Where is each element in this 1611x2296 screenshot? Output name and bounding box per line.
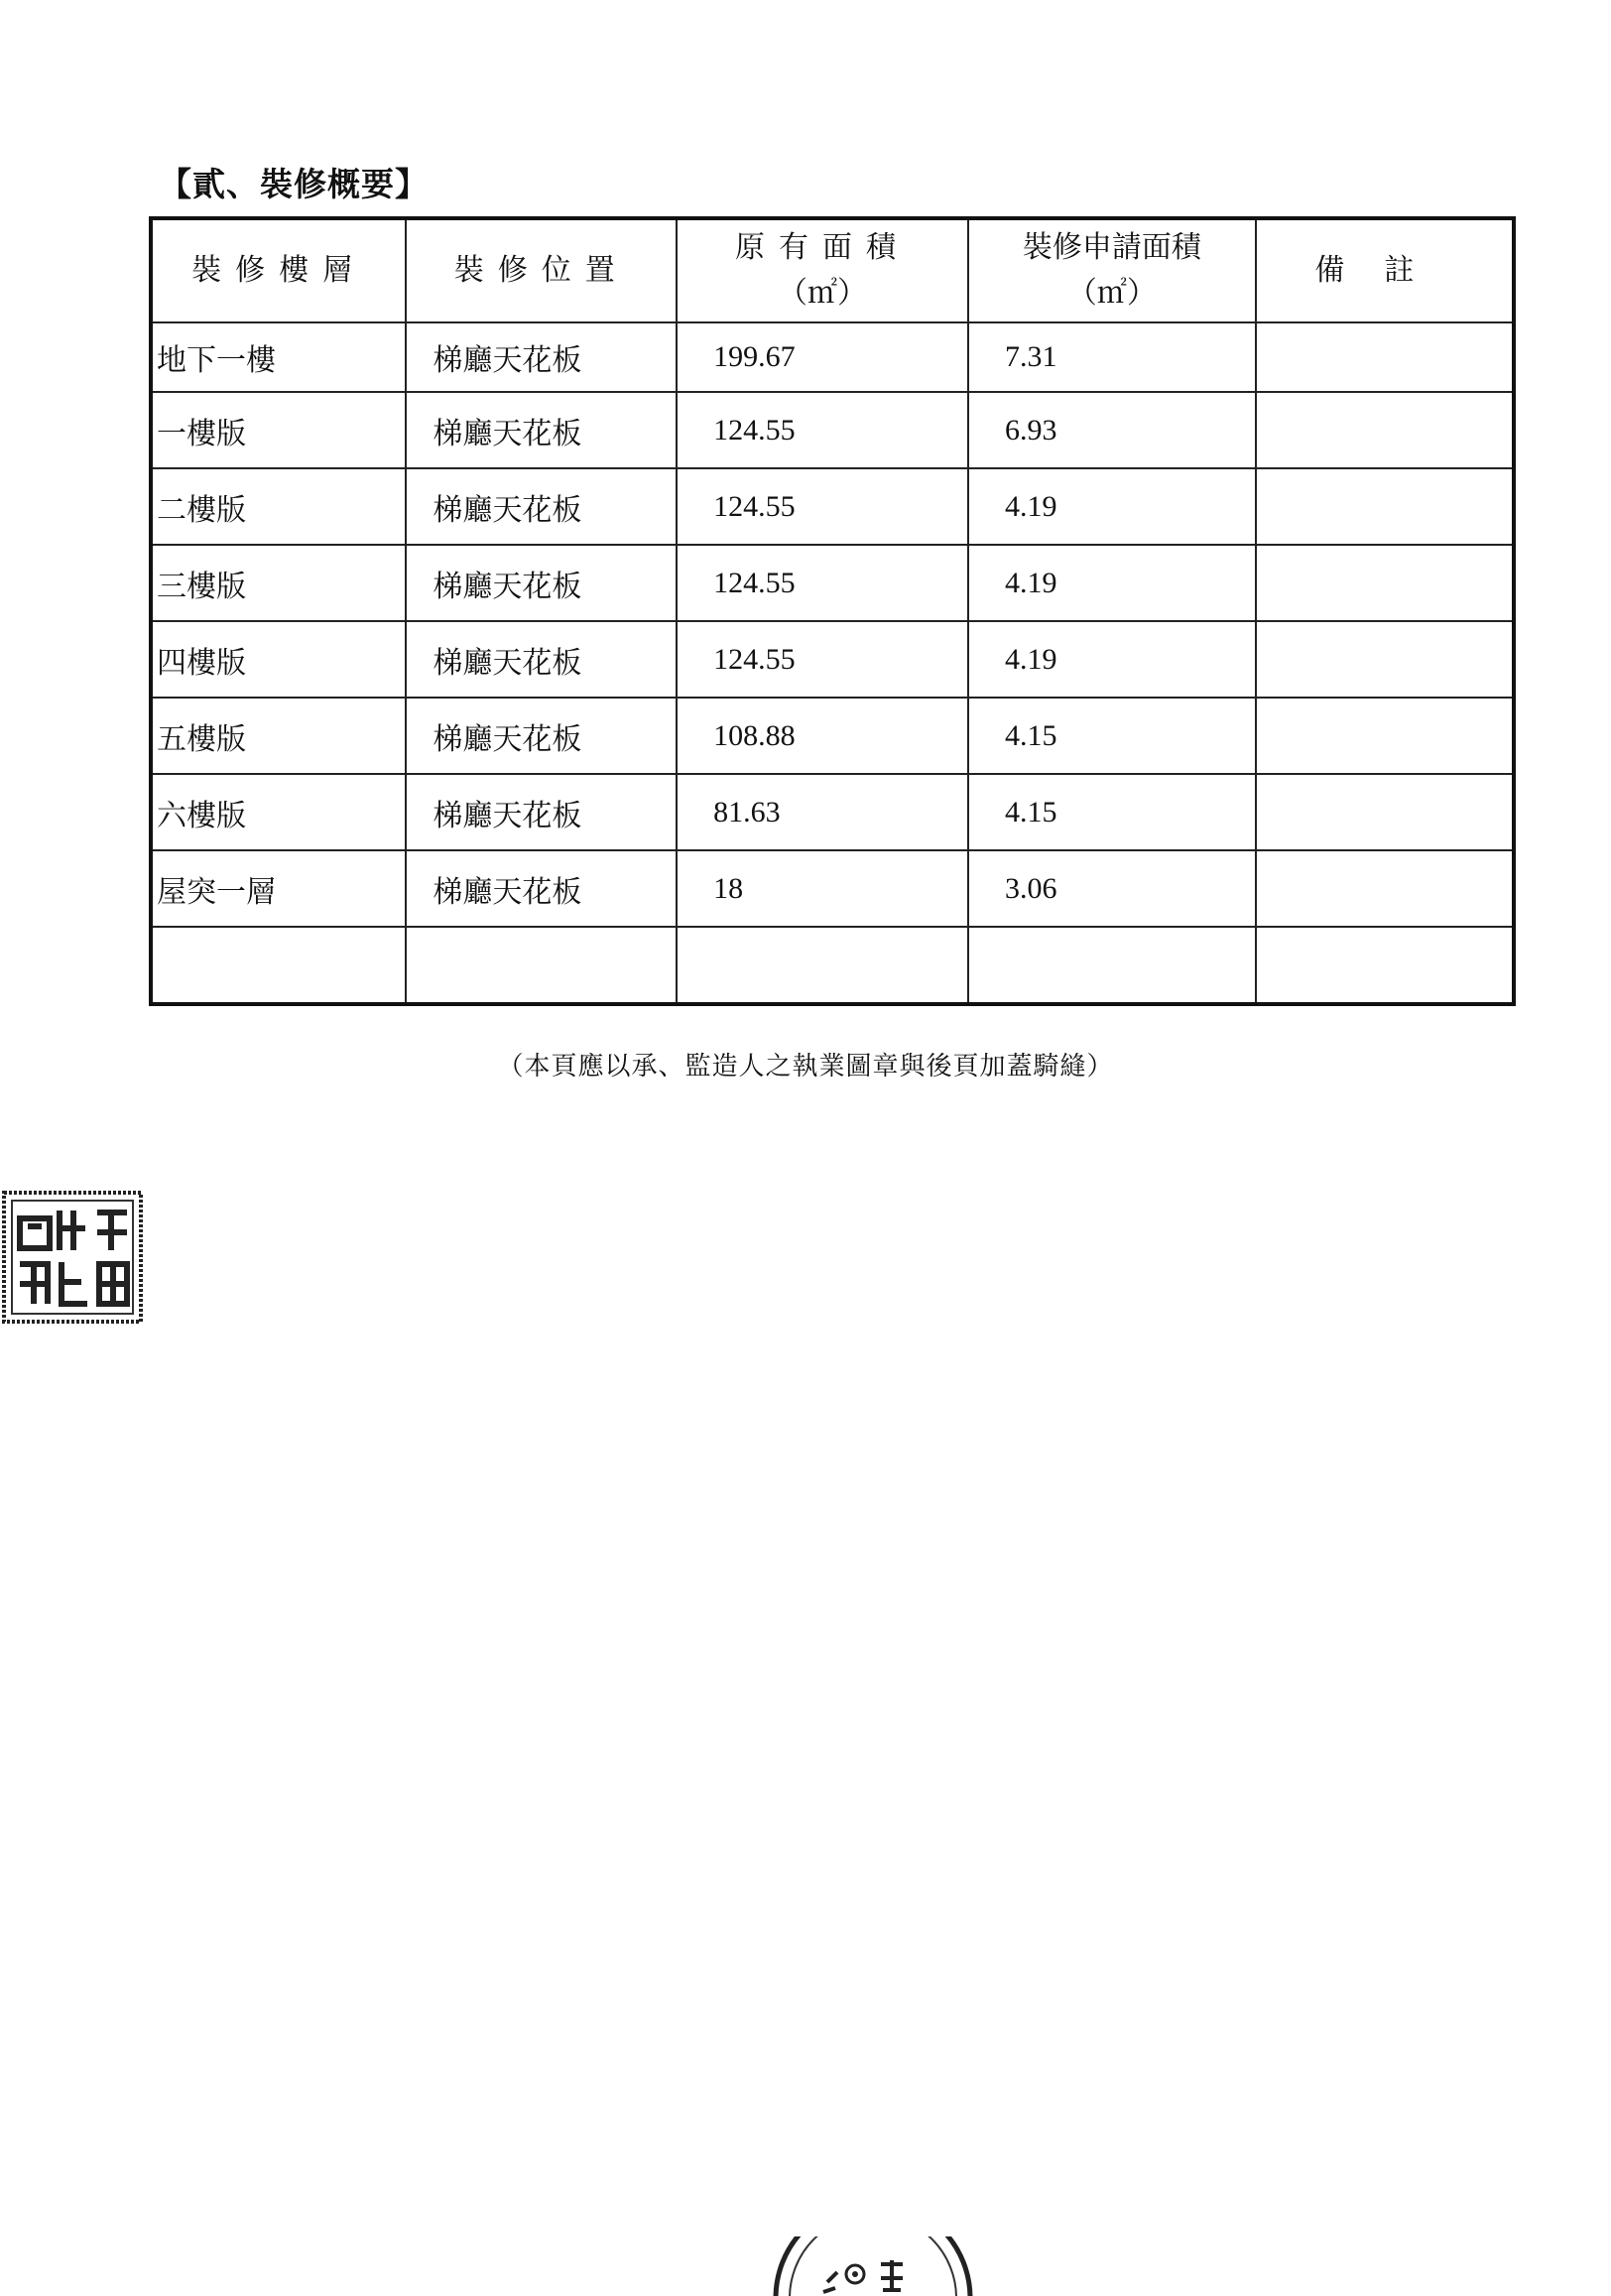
cell-remarks [1256,392,1514,468]
cell-floor: 四樓版 [151,621,406,698]
table-row [151,392,1514,468]
cell-original-area: 108.88 [677,698,968,774]
cell-floor: 一樓版 [151,392,406,468]
cell-position: 梯廳天花板 [406,850,677,927]
cell-original-area [677,927,968,1004]
cell-position: 梯廳天花板 [406,322,677,392]
official-round-seal-stamp [764,2236,982,2296]
cell-position: 梯廳天花板 [406,621,677,698]
cell-floor: 三樓版 [151,545,406,621]
footnote: （本頁應以承、監造人之執業圖章與後頁加蓋騎縫） [497,1052,1114,1082]
header-floor [151,218,406,322]
table-row [151,621,1514,698]
cell-position: 梯廳天花板 [406,545,677,621]
cell-requested-area: 4.19 [968,545,1256,621]
cell-remarks [1256,927,1514,1004]
cell-original-area: 124.55 [677,545,968,621]
cell-original-area: 124.55 [677,392,968,468]
header-floor-label: 裝修樓層 [191,253,367,288]
cell-position: 梯廳天花板 [406,468,677,545]
cell-remarks [1256,621,1514,698]
header-requested-area-unit: （㎡） [1066,276,1157,311]
cell-remarks [1256,322,1514,392]
header-remarks-label: 備註 [1314,253,1454,288]
cell-requested-area: 4.19 [968,468,1256,545]
table-row [151,322,1514,392]
cell-original-area: 124.55 [677,468,968,545]
architect-seal-stamp [0,1189,147,1328]
section-title: 【貳、裝修概要】 [159,165,429,203]
table-row [151,850,1514,927]
cell-requested-area [968,927,1256,1004]
cell-requested-area: 4.15 [968,698,1256,774]
cell-floor [151,927,406,1004]
cell-floor: 屋突一層 [151,850,406,927]
cell-requested-area: 7.31 [968,322,1256,392]
cell-floor: 地下一樓 [151,322,406,392]
table-header-row [151,218,1514,322]
cell-remarks [1256,774,1514,850]
renovation-summary-table [149,216,1516,1006]
table-row [151,468,1514,545]
cell-original-area: 18 [677,850,968,927]
cell-position: 梯廳天花板 [406,698,677,774]
cell-requested-area: 4.15 [968,774,1256,850]
header-position [406,218,677,322]
table-row [151,698,1514,774]
header-requested-area [968,218,1256,322]
cell-position: 梯廳天花板 [406,774,677,850]
cell-requested-area: 3.06 [968,850,1256,927]
cell-floor: 六樓版 [151,774,406,850]
cell-floor: 二樓版 [151,468,406,545]
cell-remarks [1256,850,1514,927]
cell-remarks [1256,468,1514,545]
cell-remarks [1256,698,1514,774]
table-row [151,927,1514,1004]
header-original-area [677,218,968,322]
cell-requested-area: 6.93 [968,392,1256,468]
cell-remarks [1256,545,1514,621]
cell-position [406,927,677,1004]
header-remarks [1256,218,1514,322]
cell-floor: 五樓版 [151,698,406,774]
cell-requested-area: 4.19 [968,621,1256,698]
header-original-area-unit: （㎡） [778,276,868,311]
cell-original-area: 81.63 [677,774,968,850]
cell-position: 梯廳天花板 [406,392,677,468]
table-row [151,774,1514,850]
header-requested-area-label: 裝修申請面積 [1022,230,1201,265]
cell-original-area: 124.55 [677,621,968,698]
table-body [151,322,1514,1004]
table-row [151,545,1514,621]
header-position-label: 裝修位置 [453,253,629,288]
header-original-area-label: 原有面積 [735,230,911,265]
cell-original-area: 199.67 [677,322,968,392]
